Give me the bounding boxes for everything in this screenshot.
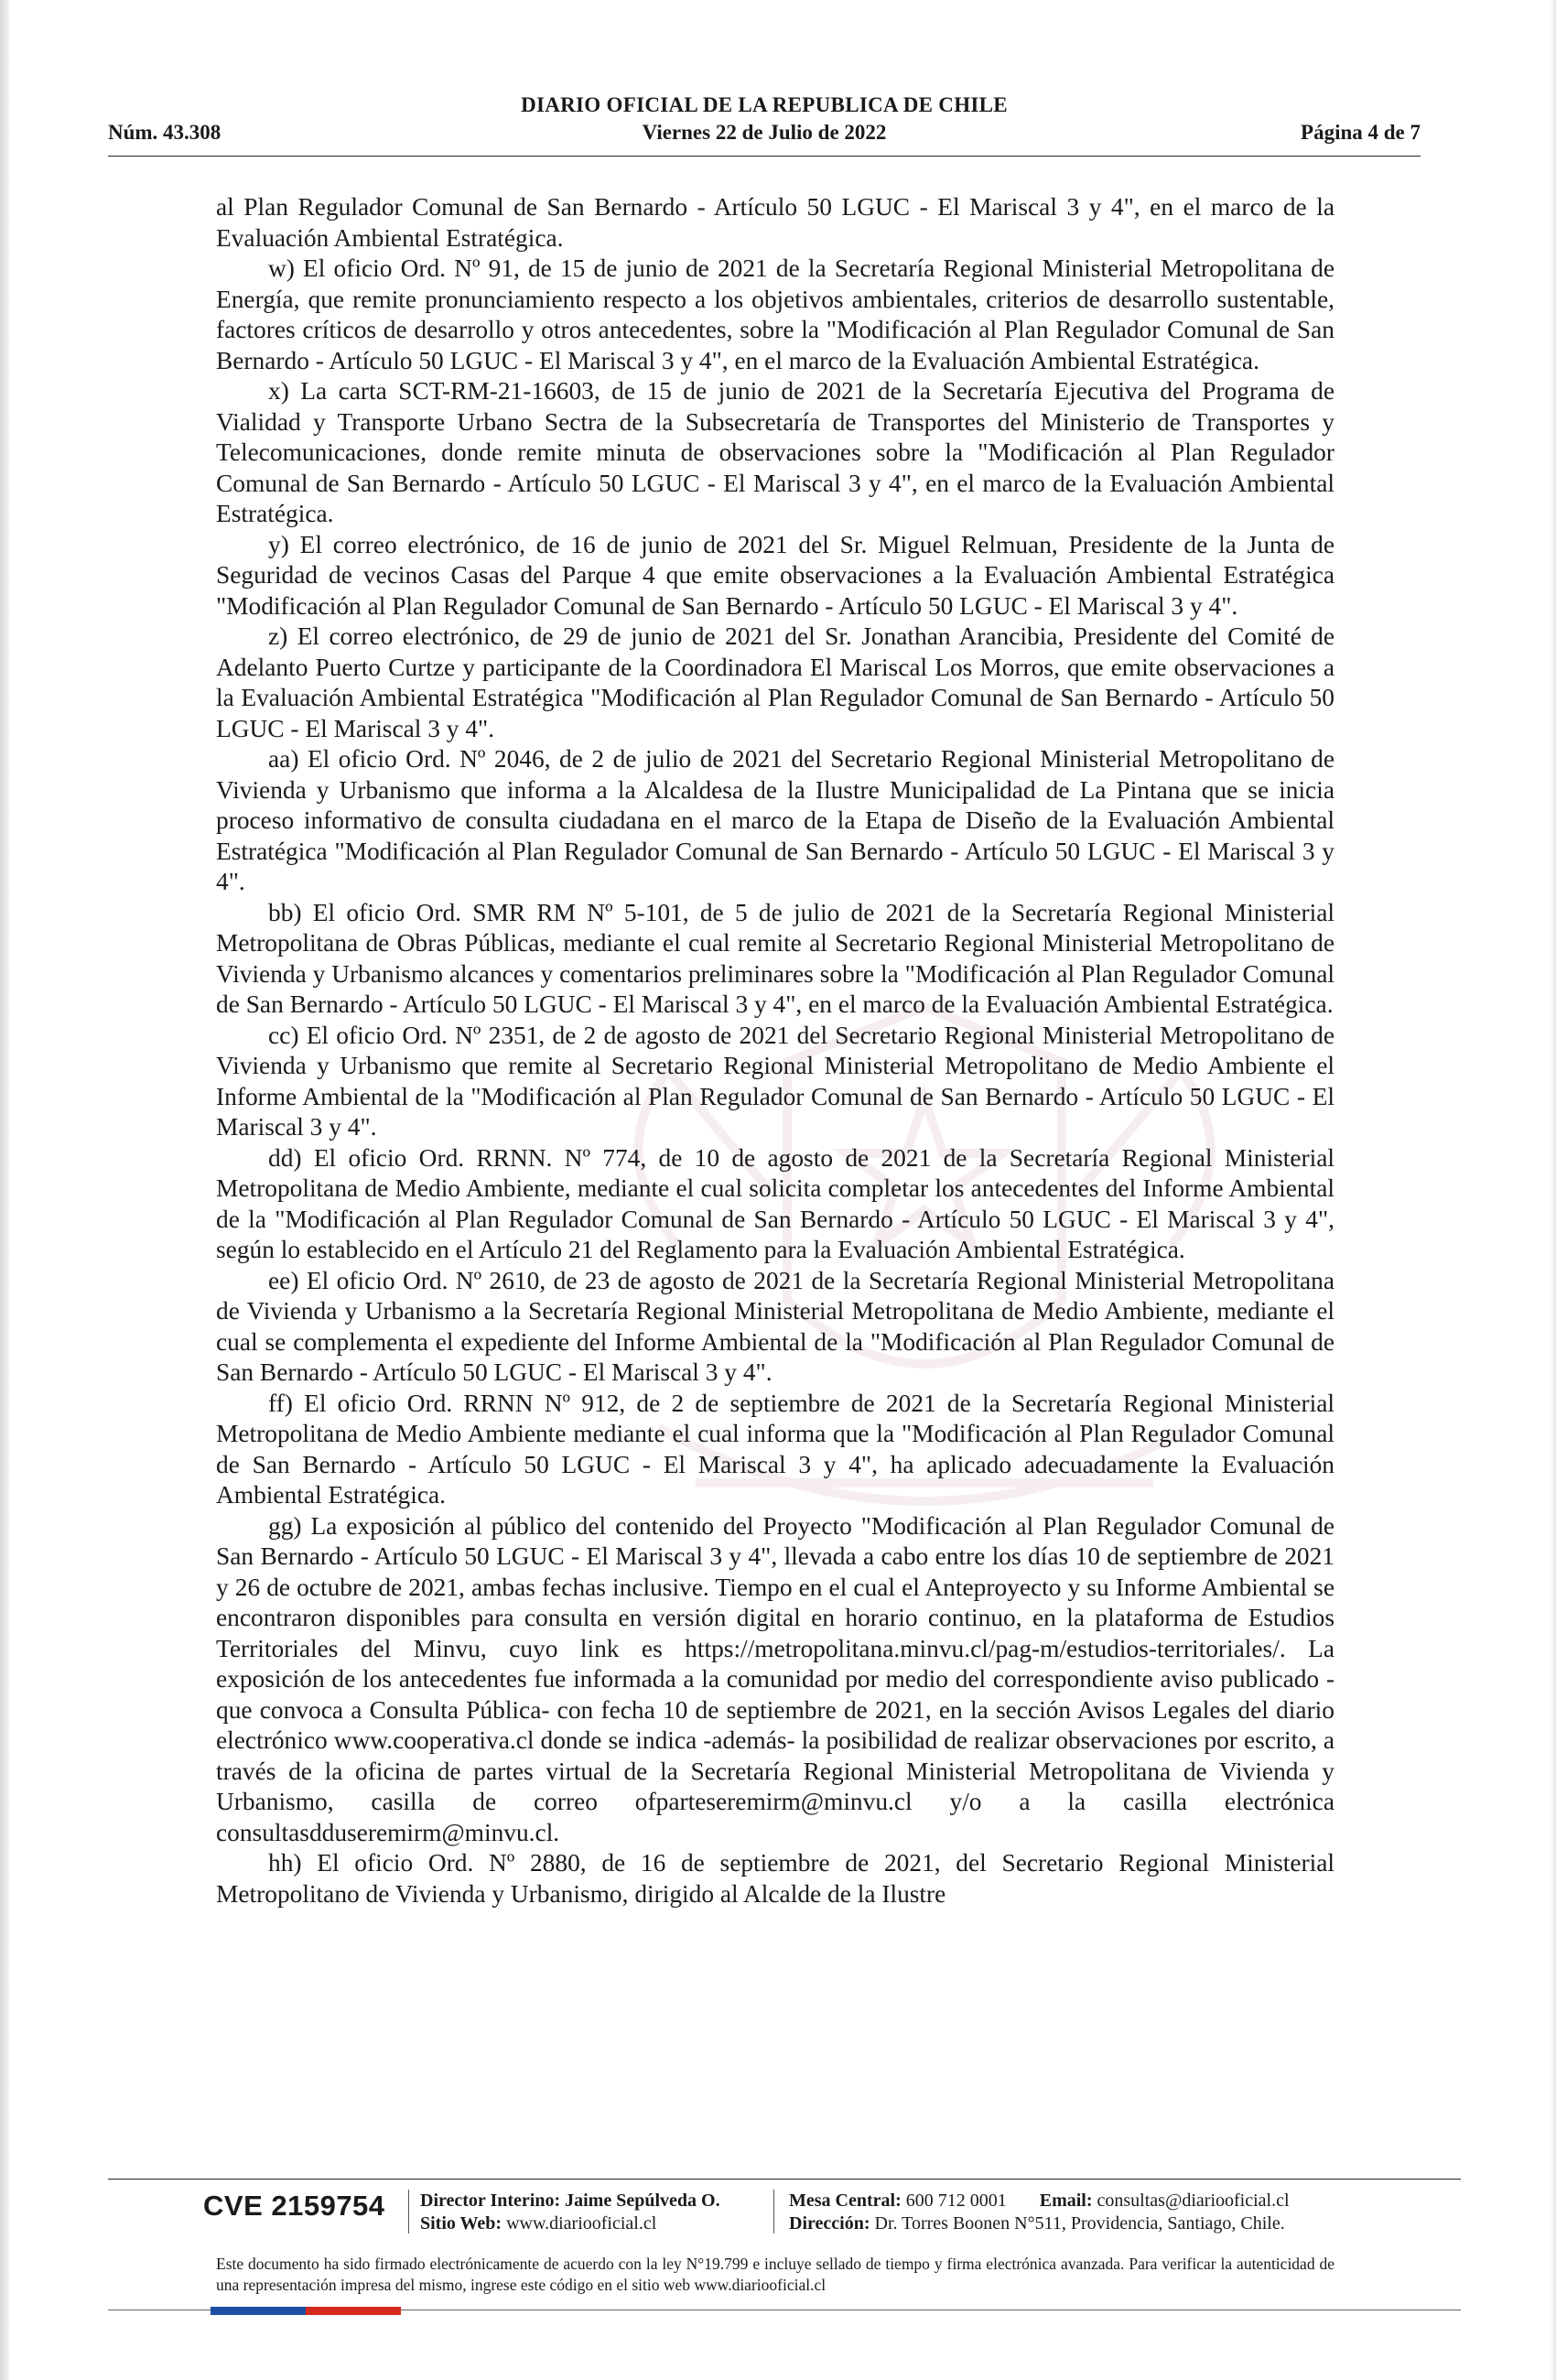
paragraph-w: w) El oficio Ord. Nº 91, de 15 de junio de 2021 de la Secretaría Regional Ministerial Metropolitana de Energía, que remite pronunciamiento respecto a los objetivos ambientales, criterios de desarrollo sustentable, factores críticos de desarrollo y otros antecedentes, sobre la "Modificación al Plan Regulador Comunal de San Bernardo - Artículo 50 LGUC - El Mariscal 3 y 4", en el marco de la Evaluación Ambiental Estratégica. xyxy=(216,254,1334,374)
page-number: Página 4 de 7 xyxy=(1301,121,1421,144)
email-address[interactable]: consultas@diariooficial.cl xyxy=(1097,2191,1290,2211)
paragraph-z: z) El correo electrónico, de 29 de junio de 2021 del Sr. Jonathan Arancibia, Presidente del Comité de Adelanto Puerto Curtze y participante de la Coordinadora El Mariscal Los Morros, que emite observaciones a la Evaluación Ambiental Estratégica "Modificación al Plan Regulador Comunal de San Bernardo - Artículo 50 LGUC - El Mariscal 3 y 4". xyxy=(216,622,1334,742)
director-label: Director Interino: xyxy=(420,2191,561,2211)
paragraph-continuation: al Plan Regulador Comunal de San Bernardo - Artículo 50 LGUC - El Mariscal 3 y 4", en el marco de la Evaluación Ambiental Estratégica. xyxy=(216,193,1334,252)
digital-signature-notice: Este documento ha sido firmado electrónicamente de acuerdo con la ley N°19.799 e incluye sellado de tiempo y firma electrónica avanzada. Para verificar la autenticidad de una representación impresa del mismo, ingrese este código en el sitio web www.diariooficial.cl xyxy=(216,2255,1334,2294)
paragraph-cc: cc) El oficio Ord. Nº 2351, de 2 de agosto de 2021 del Secretario Regional Ministerial Metropolitano de Vivienda y Urbanismo que remite al Secretario Regional Ministerial Metropolitano de Medio Ambiente el Informe Ambiental de la "Modificación al Plan Regulador Comunal de San Bernardo - Artículo 50 LGUC - El Mariscal 3 y 4". xyxy=(216,1021,1334,1141)
contact-line xyxy=(789,2190,1290,2212)
email-label: Email: xyxy=(1039,2191,1093,2211)
paragraph-aa: aa) El oficio Ord. Nº 2046, de 2 de julio de 2021 del Secretario Regional Ministerial Metropolitano de Vivienda y Urbanismo que informa a la Alcaldesa de la Ilustre Municipalidad de La Pintana que se inicia proceso informativo de consulta ciudadana en el marco de la Etapa de Diseño de la Evaluación Ambiental Estratégica "Modificación al Plan Regulador Comunal de San Bernardo - Artículo 50 LGUC - El Mariscal 3 y 4". xyxy=(216,745,1334,895)
flag-blue-segment xyxy=(211,2307,306,2315)
paragraph-y: y) El correo electrónico, de 16 de junio de 2021 del Sr. Miguel Relmuan, Presidente de la Junta de Seguridad de vecinos Casas del Parque 4 que emite observaciones a la Evaluación Ambiental Estratégica "Modificación al Plan Regulador Comunal de San Bernardo - Artículo 50 LGUC - El Mariscal 3 y 4". xyxy=(216,530,1334,620)
flag-red-segment xyxy=(306,2307,401,2315)
issue-number: Núm. 43.308 xyxy=(108,121,222,144)
header-divider xyxy=(108,156,1421,157)
page-edge-shadow-right xyxy=(1551,0,1556,2380)
phone-label: Mesa Central: xyxy=(789,2191,902,2211)
paragraph-gg: gg) La exposición al público del contenido del Proyecto "Modificación al Plan Regulador Comunal de San Bernardo - Artículo 50 LGUC - El Mariscal 3 y 4", llevada a cabo entre los días 10 de septiembre de 2021 y 26 de octubre de 2021, ambas fechas inclusive. Tiempo en el cual el Anteproyecto y su Informe Ambiental se encontraron disponibles para consulta en versión digital en horario continuo, en la plataforma de Estudios Territoriales del Minvu, cuyo link es https://metropolitana.minvu.cl/pag-m/estudios-territoriales/. La exposición de los antecedentes fue informada a la comunidad por medio del correspondiente aviso publicado -que convoca a Consulta Pública- con fecha 10 de septiembre de 2021, en la sección Avisos Legales del diario electrónico www.cooperativa.cl donde se indica -además- la posibilidad de realizar observaciones por escrito, a través de la oficina de partes virtual de la Secretaría Regional Ministerial Metropolitana de Vivienda y Urbanismo, casilla de correo ofparteseremirm@minvu.cl y/o a la casilla electrónica consultasdduseremirm@minvu.cl. xyxy=(216,1511,1334,1846)
chile-flag-stripe xyxy=(211,2307,401,2315)
footer-divider xyxy=(108,2179,1461,2180)
page-header xyxy=(108,93,1421,150)
paragraph-hh: hh) El oficio Ord. Nº 2880, de 16 de septiembre de 2021, del Secretario Regional Ministerial Metropolitano de Vivienda y Urbanismo, dirigido al Alcalde de la Ilustre xyxy=(216,1849,1334,1908)
director-line xyxy=(420,2190,720,2212)
address-value: Dr. Torres Boonen N°511, Providencia, Santiago, Chile. xyxy=(874,2213,1285,2234)
address-line xyxy=(789,2212,1290,2235)
cve-code: CVE 2159754 xyxy=(203,2190,385,2222)
website-line xyxy=(420,2212,720,2235)
director-name: Jaime Sepúlveda O. xyxy=(565,2191,720,2211)
paragraph-ee: ee) El oficio Ord. Nº 2610, de 23 de agosto de 2021 de la Secretaría Regional Ministerial Metropolitana de Vivienda y Urbanismo a la Secretaría Regional Ministerial Metropolitana de Medio Ambiente, mediante el cual se complementa el expediente del Informe Ambiental de la "Modificación al Plan Regulador Comunal de San Bernardo - Artículo 50 LGUC - El Mariscal 3 y 4". xyxy=(216,1266,1334,1386)
page-edge-shadow xyxy=(0,0,9,2380)
issue-date: Viernes 22 de Julio de 2022 xyxy=(642,121,887,144)
footer-contact-block xyxy=(789,2190,1290,2235)
phone-number: 600 712 0001 xyxy=(905,2191,1007,2211)
document-body xyxy=(216,192,1334,1909)
paragraph-bb: bb) El oficio Ord. SMR RM Nº 5-101, de 5 de julio de 2021 de la Secretaría Regional Ministerial Metropolitana de Obras Públicas, mediante el cual remite al Secretario Regional Ministerial Metropolitano de Vivienda y Urbanismo alcances y comentarios preliminares sobre la "Modificación al Plan Regulador Comunal de San Bernardo - Artículo 50 LGUC - El Mariscal 3 y 4", en el marco de la Evaluación Ambiental Estratégica. xyxy=(216,898,1334,1018)
website-link[interactable]: www.diariooficial.cl xyxy=(506,2213,657,2234)
paragraph-ff: ff) El oficio Ord. RRNN Nº 912, de 2 de septiembre de 2021 de la Secretaría Regional Ministerial Metropolitana de Medio Ambiente mediante el cual informa que la "Modificación al Plan Regulador Comunal de San Bernardo - Artículo 50 LGUC - El Mariscal 3 y 4", ha aplicado adecuadamente la Evaluación Ambiental Estratégica. xyxy=(216,1389,1334,1509)
address-label: Dirección: xyxy=(789,2213,870,2234)
footer-separator xyxy=(408,2190,409,2234)
website-label: Sitio Web: xyxy=(420,2213,502,2234)
newspaper-title: DIARIO OFICIAL DE LA REPUBLICA DE CHILE xyxy=(521,93,1008,116)
footer-director-block xyxy=(420,2190,720,2235)
footer-separator xyxy=(773,2190,774,2234)
paragraph-x: x) La carta SCT-RM-21-16603, de 15 de junio de 2021 de la Secretaría Ejecutiva del Programa de Vialidad y Transporte Urbano Sectra de la Subsecretaría de Transportes del Ministerio de Transportes y Telecomunicaciones, donde remite minuta de observaciones sobre la "Modificación al Plan Regulador Comunal de San Bernardo - Artículo 50 LGUC - El Mariscal 3 y 4", en el marco de la Evaluación Ambiental Estratégica. xyxy=(216,377,1334,527)
paragraph-dd: dd) El oficio Ord. RRNN. Nº 774, de 10 de agosto de 2021 de la Secretaría Regional Ministerial Metropolitana de Medio Ambiente, mediante el cual solicita completar los antecedentes del Informe Ambiental de la "Modificación al Plan Regulador Comunal de San Bernardo - Artículo 50 LGUC - El Mariscal 3 y 4", según lo establecido en el Artículo 21 del Reglamento para la Evaluación Ambiental Estratégica. xyxy=(216,1143,1334,1263)
